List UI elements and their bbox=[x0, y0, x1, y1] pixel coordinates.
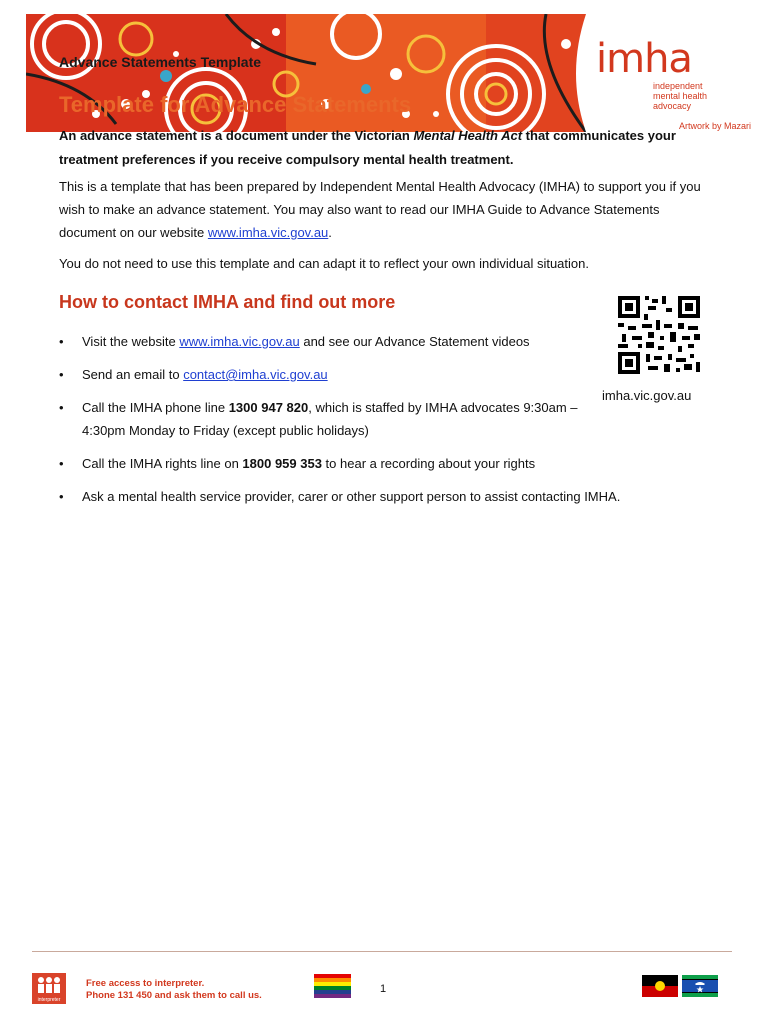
list-item-text: Call the IMHA phone line bbox=[82, 400, 229, 415]
template-description bbox=[59, 175, 719, 244]
list-item-text: and see our Advance Statement videos bbox=[299, 334, 530, 349]
logo-subtitle-line: mental health bbox=[653, 91, 708, 101]
interpreter-line: Phone 131 450 and ask them to call us. bbox=[86, 990, 262, 1001]
intro-statement bbox=[59, 124, 719, 172]
list-item-text: Call the IMHA rights line on bbox=[82, 456, 243, 471]
torres-strait-islander-flag-icon bbox=[682, 975, 718, 997]
page-number: 1 bbox=[380, 983, 387, 995]
imha-website-link[interactable]: www.imha.vic.gov.au bbox=[179, 334, 300, 349]
document-title: Template for Advance Statements bbox=[59, 92, 412, 117]
rights-line-number: 1800 959 353 bbox=[242, 456, 322, 471]
logo-subtitle-line: advocacy bbox=[653, 101, 692, 111]
list-item bbox=[59, 485, 739, 508]
interpreter-line: Free access to interpreter. bbox=[86, 978, 205, 989]
qr-caption: imha.vic.gov.au bbox=[602, 388, 692, 403]
email-link[interactable]: contact@imha.vic.gov.au bbox=[183, 367, 328, 382]
bullet-icon: • bbox=[59, 456, 64, 471]
interpreter-icon-label: interpreter bbox=[37, 997, 61, 1003]
list-item-text: Send an email to bbox=[82, 367, 184, 382]
list-item bbox=[59, 330, 739, 353]
interpreter-icon bbox=[32, 973, 66, 1004]
bullet-icon: • bbox=[59, 367, 64, 382]
imha-website-link[interactable]: www.imha.vic.gov.au bbox=[207, 225, 329, 240]
list-item bbox=[59, 396, 592, 442]
list-item-text: to hear a recording about your rights bbox=[321, 456, 536, 471]
footer-divider bbox=[32, 951, 732, 952]
paragraph-text: This is a template that has been prepared by Independent Mental Health Advocacy (IMHA) to support you if you wish to make an advance statement. You may also want to read our IMHA Guide to Advance Statements document on our website bbox=[59, 179, 701, 240]
bullet-icon: • bbox=[59, 334, 64, 349]
list-item bbox=[59, 363, 739, 386]
list-item-text: Ask a mental health service provider, carer or other support person to assist contacting IMHA. bbox=[82, 489, 621, 504]
list-item-text: Visit the website bbox=[82, 334, 180, 349]
phone-number: 1300 947 820 bbox=[228, 400, 309, 415]
artwork-credit: Artwork by Mazari bbox=[679, 121, 752, 131]
logo-subtitle-line: independent bbox=[653, 81, 703, 91]
rainbow-flag-icon bbox=[314, 974, 351, 998]
bullet-icon: • bbox=[59, 400, 64, 415]
intro-text: An advance statement is a document under the Victorian bbox=[59, 128, 414, 143]
contact-section-heading: How to contact IMHA and find out more bbox=[59, 292, 396, 312]
act-name: Mental Health Act bbox=[413, 128, 523, 143]
aboriginal-flag-icon bbox=[642, 975, 678, 997]
intro-text: that communicates your treatment preferences if you receive compulsory mental health treatment. bbox=[59, 128, 676, 167]
adapt-note: You do not need to use this template and can adapt it to reflect your own individual situation. bbox=[59, 256, 589, 271]
imha-logo: imha bbox=[596, 36, 692, 82]
interpreter-notice bbox=[86, 978, 262, 1002]
list-item-text: , which is staffed by IMHA advocates 9:30am – 4:30pm Monday to Friday (except public holidays) bbox=[82, 400, 578, 438]
document-header-label: Advance Statements Template bbox=[59, 54, 262, 70]
list-item bbox=[59, 452, 739, 475]
paragraph-text: . bbox=[328, 225, 332, 240]
contact-list bbox=[59, 330, 739, 518]
imha-logo-subtitle bbox=[653, 81, 707, 111]
bullet-icon: • bbox=[59, 489, 64, 504]
